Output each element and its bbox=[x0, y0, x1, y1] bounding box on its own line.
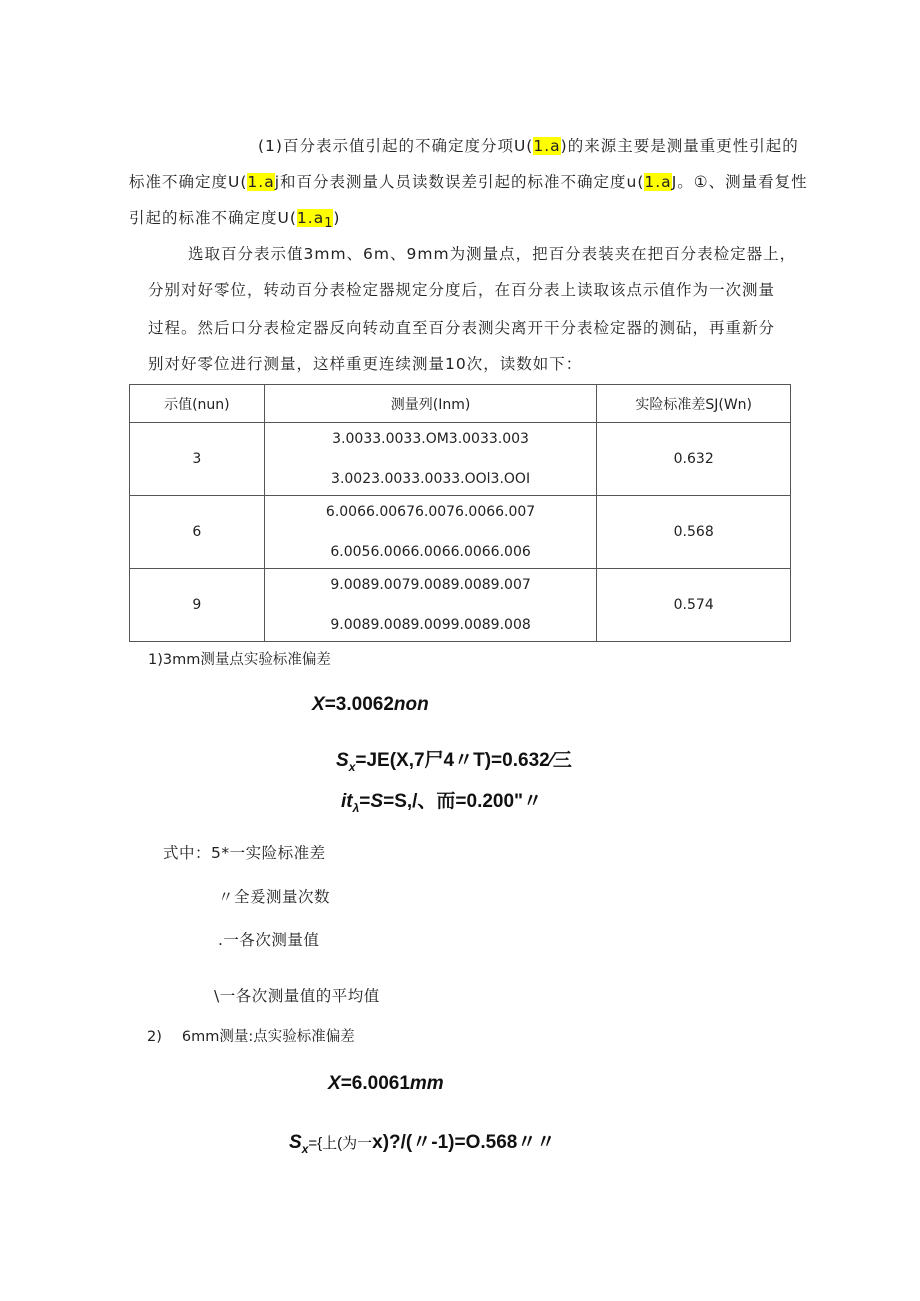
table-cell-sequence bbox=[264, 496, 597, 569]
sequence-line: 9.0089.0079.0089.0089.007 bbox=[330, 577, 531, 593]
subscript: x bbox=[301, 1141, 309, 1156]
text: 6mm测量:点实验标准偏差 bbox=[181, 1029, 355, 1045]
text: 标准不确定度U( bbox=[129, 173, 248, 191]
text: =6.0061 bbox=[340, 1073, 410, 1094]
table-header-cell: 实险标准差SJ(Wn) bbox=[597, 385, 791, 423]
table-cell-sd: 0.632 bbox=[597, 423, 791, 496]
legend-line3: .一各次测量值 bbox=[218, 931, 320, 949]
text: )的来源主要是测量重更性引起的 bbox=[560, 137, 799, 155]
table-row bbox=[130, 569, 791, 642]
section2-equation-sd bbox=[289, 1127, 555, 1156]
section2-title bbox=[147, 1025, 355, 1046]
table-cell-value: 9 bbox=[130, 569, 265, 642]
table-cell-sd: 0.568 bbox=[597, 496, 791, 569]
subscript: λ bbox=[352, 800, 360, 815]
table-cell-value: 3 bbox=[130, 423, 265, 496]
para2-line3: 过程。然后口分表检定器反向转动直至百分表测尖离开干分表检定器的测砧，再重新分 bbox=[148, 319, 776, 337]
unit: mm bbox=[409, 1073, 444, 1094]
variable: it bbox=[341, 791, 353, 812]
text: 引起的标准不确定度U( bbox=[129, 209, 297, 227]
text: = bbox=[359, 791, 371, 812]
text: =3.0062 bbox=[324, 694, 394, 715]
measurement-table bbox=[129, 384, 791, 642]
sequence-line: 3.0033.0033.OM3.0033.003 bbox=[332, 431, 529, 447]
variable: S bbox=[289, 1132, 302, 1153]
section-number: 2) bbox=[147, 1029, 162, 1045]
highlight: 1.a bbox=[644, 173, 672, 191]
table-header-row bbox=[130, 385, 791, 423]
table-cell-sd: 0.574 bbox=[597, 569, 791, 642]
text: j和百分表测量人员读数误差引起的标准不确定度u( bbox=[274, 173, 645, 191]
sequence-line: 9.0089.0089.0099.0089.008 bbox=[330, 617, 531, 633]
legend-line2: 〃全爰测量次数 bbox=[218, 888, 331, 906]
sequence-line: 3.0023.0033.0033.OOl3.OOI bbox=[331, 471, 531, 487]
highlight bbox=[296, 209, 334, 232]
variable: X bbox=[328, 1073, 341, 1094]
text: =JE(X,7尸4〃T)=0.632∕三 bbox=[355, 750, 572, 771]
legend-line4: \一各次测量值的平均值 bbox=[214, 987, 380, 1005]
para1-line2 bbox=[129, 170, 808, 192]
text: =S,/、而=0.200"〃 bbox=[383, 791, 543, 812]
table-cell-sequence bbox=[264, 423, 597, 496]
section1-title: 1)3mm测量点实验标准偏差 bbox=[148, 652, 331, 668]
table-row bbox=[130, 496, 791, 569]
text: x)?/(〃-1)=O.568〃〃 bbox=[372, 1132, 556, 1153]
table-row bbox=[130, 423, 791, 496]
variable: X bbox=[312, 694, 325, 715]
text: J。①、测量看复性 bbox=[671, 173, 808, 191]
para1-line1 bbox=[258, 134, 799, 156]
text: ) bbox=[333, 209, 341, 227]
section1-equation-uncertainty bbox=[341, 786, 542, 815]
para1-line3 bbox=[129, 206, 340, 231]
highlight: 1.a bbox=[533, 137, 561, 155]
table-cell-value: 6 bbox=[130, 496, 265, 569]
para2-line4: 别对好零位进行测量，这样重更连续测量10次，读数如下： bbox=[148, 355, 583, 373]
sequence-line: 6.0056.0066.0066.0066.006 bbox=[330, 544, 531, 560]
para2-line1: 选取百分表示值3mm、6m、9mm为测量点，把百分表装夹在把百分表检定器上， bbox=[188, 245, 797, 263]
legend-line1: 式中：5*一实险标准差 bbox=[163, 844, 326, 862]
table-header-cell: 测量列(Inm) bbox=[264, 385, 597, 423]
section1-equation-mean bbox=[312, 694, 429, 716]
sequence-line: 6.0066.00676.0076.0066.007 bbox=[325, 504, 536, 520]
variable: S bbox=[370, 791, 384, 812]
unit: non bbox=[393, 694, 429, 715]
text: 1.a bbox=[296, 209, 325, 227]
highlight: 1.a bbox=[247, 173, 275, 191]
table-header-cell: 示值(nun) bbox=[130, 385, 265, 423]
subscript: 1 bbox=[324, 216, 334, 232]
variable: S bbox=[336, 750, 349, 771]
para2-line2: 分别对好零位，转动百分表检定器规定分度后，在百分表上读取该点示值作为一次测量 bbox=[148, 281, 776, 299]
table-cell-sequence bbox=[264, 569, 597, 642]
subscript: x bbox=[348, 759, 356, 774]
section1-equation-sd bbox=[336, 745, 572, 774]
section2-equation-mean bbox=[328, 1073, 444, 1095]
text: (1)百分表示值引起的不确定度分项U( bbox=[258, 137, 534, 155]
text: ={上(为一 bbox=[308, 1135, 373, 1152]
